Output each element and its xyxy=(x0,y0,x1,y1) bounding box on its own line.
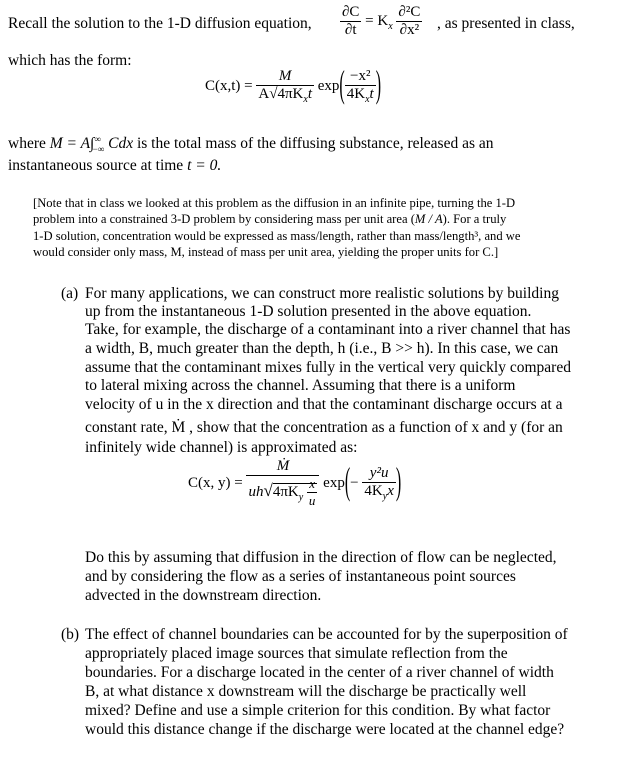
part-a-line-2: up from the instantaneous 1-D solution presented in the above equation. xyxy=(85,303,532,320)
note-line-1: [Note that in class we looked at this problem as the diffusion in an infinite pipe, turning the 1-D xyxy=(33,196,516,210)
intro-text: Recall the solution to the 1-D diffusion equation, xyxy=(8,15,312,32)
part-a-line-7: velocity of u in the x direction and that the contaminant discharge occurs at a xyxy=(85,396,563,413)
part-b-line-2: appropriately placed image sources that simulate reflection from the xyxy=(85,645,508,662)
part-a-line-8: constant rate, Ṁ , show that the concentration as a function of x and y (for an xyxy=(85,419,563,436)
part-a-line-1: For many applications, we can construct more realistic solutions by building xyxy=(85,285,559,302)
concentration-equation: C(x, y) = Ṁ $uh√4\pi K_y$ $\frac{x}{u}$ exp(− $\frac{\text{y²u}}{4K_yx}$ ) xyxy=(188,458,402,508)
part-a-line-3: Take, for example, the discharge of a contaminant into a river channel that has xyxy=(85,321,571,338)
part-a-directions-2: and by considering the flow as a series of instantaneous point sources xyxy=(85,568,516,585)
where-line-2: instantaneous source at time t = 0. xyxy=(8,157,222,174)
intro-form-text: which has the form: xyxy=(8,52,132,69)
part-a-label: (a) xyxy=(61,285,79,302)
part-b-label: (b) xyxy=(61,626,80,643)
part-a-line-9: infinitely wide channel) is approximated as: xyxy=(85,439,358,456)
pde-equation: $\frac{\partial C}{\partial t}$ = $K_x$ $\frac{\text{∂²C}}{\text{∂x²}}$ xyxy=(342,4,421,38)
note-line-3: 1-D solution, concentration would be expressed as mass/length, rather than mass/length³, and we xyxy=(33,229,521,243)
where-line: where $M = A\int^\infty_{-\infty}$ Cdx is the total mass of the diffusing substance, released as an xyxy=(8,134,494,155)
part-b-line-3: boundaries. For a discharge located in the center of a river channel of width xyxy=(85,664,554,681)
part-a-directions-3: advected in the downstream direction. xyxy=(85,587,322,604)
note-line-4: would consider only mass, M, instead of mass per unit area, yielding the proper units for C.] xyxy=(33,245,499,259)
solution-equation: C(x,t) = $\frac{M}{A√4\pi K_xt}$ exp( $\frac{\text{−x²}}{4K_xt}$ ) xyxy=(205,64,382,106)
note-line-2: problem into a constrained 3-D problem by considering mass per unit area (M / A). For a truly xyxy=(33,212,507,226)
intro-text-post: , as presented in class, xyxy=(437,15,575,32)
part-b-line-1: The effect of channel boundaries can be accounted for by the superposition of xyxy=(85,626,568,643)
part-a-line-6: to lateral mixing across the channel. Assuming that there is a uniform xyxy=(85,377,516,394)
part-a-line-4: a width, B, much greater than the depth, h (i.e., B >> h). In this case, we can xyxy=(85,340,559,357)
part-a-directions-1: Do this by assuming that diffusion in the direction of flow can be neglected, xyxy=(85,549,557,566)
part-b-line-5: mixed? Define and use a simple criterion for this condition. By what factor xyxy=(85,702,551,719)
part-a-line-5: assume that the contaminant mixes fully in the vertical very quickly compared xyxy=(85,359,571,376)
part-b-line-4: B, at what distance x downstream will the discharge be practically well xyxy=(85,683,527,700)
part-b-line-6: would this distance change if the discharge were located at the channel edge? xyxy=(85,721,565,738)
